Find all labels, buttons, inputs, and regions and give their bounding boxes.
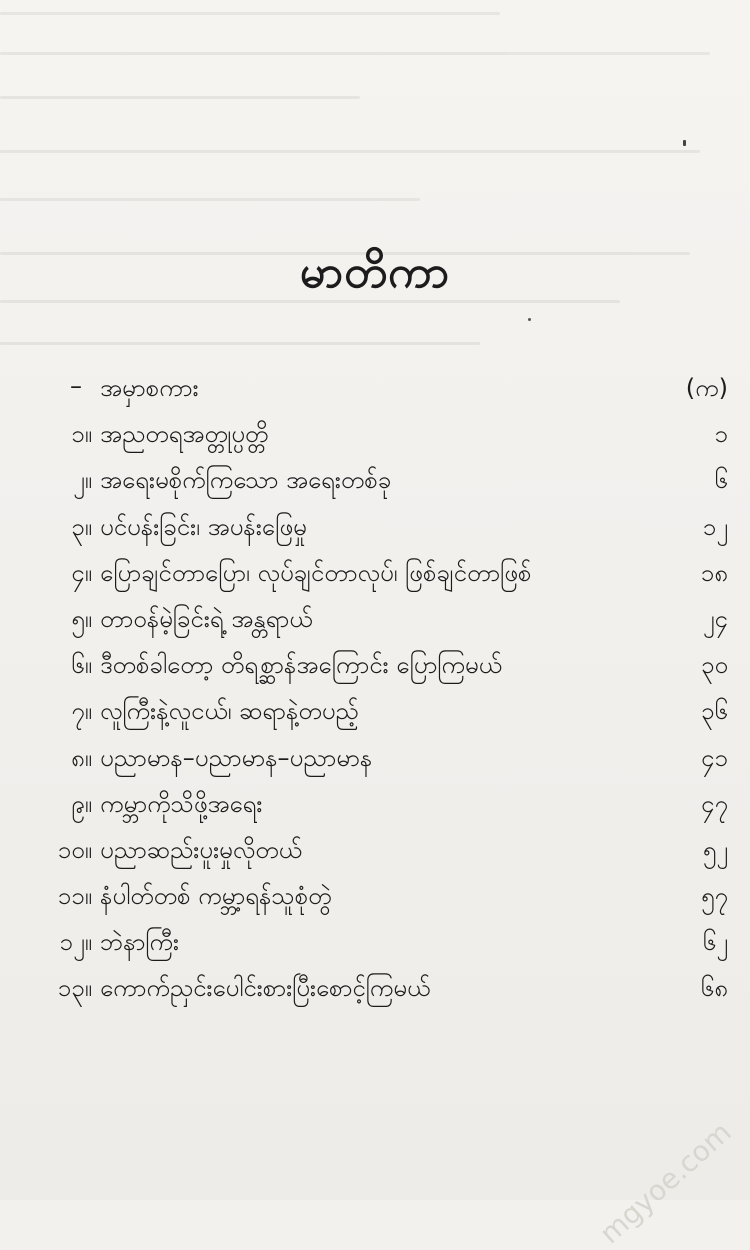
toc-entry[interactable] xyxy=(0,689,750,735)
ink-speck xyxy=(528,318,531,321)
toc-entry[interactable] xyxy=(0,828,750,874)
entry-title: အရေးမစိုက်ကြသော အရေးတစ်ခု xyxy=(100,466,392,495)
entry-number: ၈။ xyxy=(71,743,92,772)
entry-page: ၁၈ xyxy=(700,558,728,587)
toc-entry[interactable] xyxy=(0,551,750,597)
entry-number: ၉။ xyxy=(71,789,92,818)
entry-title: လူကြီးနဲ့လူငယ်၊ ဆရာနဲ့တပည့် xyxy=(100,697,359,726)
entry-page: ၂၄ xyxy=(702,604,728,633)
site-watermark: mgyoe.com xyxy=(593,1115,738,1250)
entry-title: ပင်ပန်းခြင်း၊ အပန်းဖြေမှု xyxy=(100,512,307,541)
entry-number: ၁၀။ xyxy=(57,835,92,864)
entry-number: ၁၂။ xyxy=(59,928,92,957)
entry-number: ၁၁။ xyxy=(57,882,92,911)
entry-page: ၅၇ xyxy=(701,882,728,911)
entry-page: ၄၇ xyxy=(701,789,728,818)
entry-number: ၄။ xyxy=(71,558,92,587)
toc-entry[interactable] xyxy=(0,412,750,458)
entry-number: ၁။ xyxy=(71,420,92,449)
entry-title: ပညာဆည်းပူးမှုလိုတယ် xyxy=(100,835,302,864)
entry-title: ပညာမာန–ပညာမာန–ပညာမာန xyxy=(100,743,373,772)
bleed-through-text xyxy=(0,0,750,380)
toc-entry[interactable] xyxy=(0,966,750,1012)
entry-page: ၃၀ xyxy=(701,651,728,680)
entry-number: ၇။ xyxy=(71,697,92,726)
toc-entry[interactable] xyxy=(0,597,750,643)
entry-page: ၃၆ xyxy=(701,697,728,726)
toc-entry[interactable] xyxy=(0,366,750,412)
ink-mark xyxy=(683,140,686,146)
entry-title: ဘဲနာကြီး xyxy=(100,928,180,957)
toc-entry[interactable] xyxy=(0,736,750,782)
entry-page: ၆၈ xyxy=(700,974,728,1003)
entry-title: ကမ္ဘာကိုသိဖို့အရေး xyxy=(100,789,263,818)
entry-title: အမှာစကား xyxy=(100,374,199,402)
entry-number: ၆။ xyxy=(71,651,92,680)
table-of-contents xyxy=(0,366,750,1013)
toc-entry[interactable] xyxy=(0,874,750,920)
entry-page: ၁၂ xyxy=(702,512,728,541)
entry-page: ၄၁ xyxy=(701,743,728,772)
entry-title: ပြောချင်တာပြော၊ လုပ်ချင်တာလုပ်၊ ဖြစ်ချင်တာဖြစ် xyxy=(100,558,532,587)
entry-page: ၆ xyxy=(714,466,728,495)
page-title: မာတိကာ xyxy=(299,247,451,298)
entry-title: နံပါတ်တစ် ကမ္ဘာ့ရန်သူစုံတွဲ xyxy=(100,882,332,911)
entry-title: တာဝန်မဲ့ခြင်းရဲ့ အန္တရာယ် xyxy=(100,604,313,633)
toc-entry[interactable] xyxy=(0,643,750,689)
toc-entry[interactable] xyxy=(0,458,750,504)
toc-entry[interactable] xyxy=(0,505,750,551)
entry-page: ၆၂ xyxy=(702,928,728,957)
entry-number: ၁၃။ xyxy=(57,974,92,1003)
entry-number: ၃။ xyxy=(71,512,92,541)
entry-title: ဒီတစ်ခါတော့ တိရစ္ဆာန်အကြောင်း ပြောကြမယ် xyxy=(100,651,502,680)
toc-entry[interactable] xyxy=(0,782,750,828)
entry-title: အညတရအတ္တုပ္ပတ္တိ xyxy=(100,420,269,449)
entry-number: ၂။ xyxy=(72,466,92,495)
entry-page: (က) xyxy=(685,374,728,402)
entry-title: ကောက်ညှင်းပေါင်းစားပြီးစောင့်ကြမယ် xyxy=(100,974,431,1003)
entry-page: ၁ xyxy=(714,420,728,449)
entry-number: ၅။ xyxy=(71,604,92,633)
entry-page: ၅၂ xyxy=(702,835,728,864)
entry-number: – xyxy=(70,372,82,400)
toc-entry[interactable] xyxy=(0,920,750,966)
